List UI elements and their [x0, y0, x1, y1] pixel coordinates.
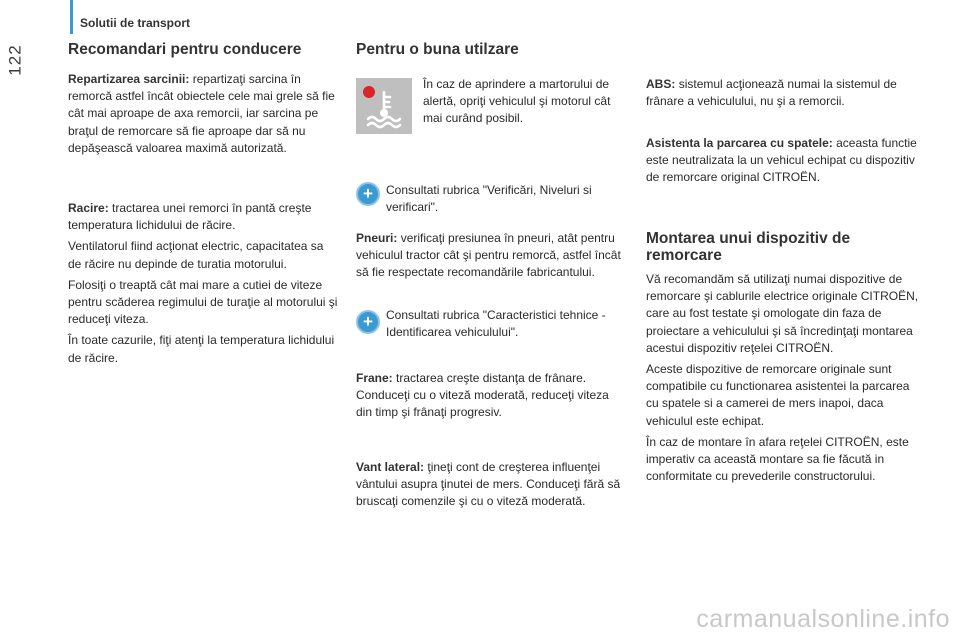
load-distribution-block — [68, 71, 340, 157]
page-number — [0, 40, 32, 80]
parking-assist-block — [646, 135, 922, 187]
cooling-temperature-paragraph: În toate cazurile, fiţi atenţi la temperatura lichidului de răcire. — [68, 333, 335, 365]
cooling-gear-paragraph: Folosiţi o treaptă cât mai mare a cutiei de viteze pentru scăderea regimului de turaţie al motorului şi reduceţi viteza. — [68, 277, 338, 327]
tyres-text: verificaţi presiunea în pneuri, atât pentru vehiculul tractor cât şi pentru remorcă, astfel încât să fie respectate recomandările fabricantului. — [356, 231, 621, 280]
cooling-fan-paragraph: Ventilatorul fiind acţionat electric, capacitatea sa de răcire nu depinde de turatia motorului. — [68, 239, 324, 271]
towbar-paragraph-2: Aceste dispozitive de remorcare originale sunt compatibile cu functionarea asistentei la parcarea cu spatele si a camerei de mers inapoi, daca vehiculul este echipat. — [646, 362, 910, 428]
brakes-block — [356, 370, 628, 422]
plus-info-icon: + — [356, 182, 380, 206]
warning-light-text: În caz de aprindere a martorului de alertă, opriţi vehiculul şi motorul cât mai curând posibil. — [423, 77, 611, 126]
parking-assist-text: aceasta functie este neutralizata la un vehicul echipat cu dispozitiv de remorcare original CITROËN. — [646, 136, 917, 185]
side-wind-block — [356, 459, 628, 511]
brakes-label: Frane: — [356, 371, 393, 385]
cooling-label: Racire: — [68, 201, 109, 215]
towbar-mounting-block — [646, 271, 922, 485]
abs-label: ABS: — [646, 77, 676, 91]
watermark: carmanualsonline.info — [696, 605, 950, 633]
cooling-block — [68, 200, 340, 367]
towbar-mounting-heading: Montarea unui dispozitiv de remorcare — [646, 230, 851, 264]
page-number-text: 122 — [6, 44, 25, 76]
abs-block — [646, 76, 922, 110]
info-note-technical: Consultati rubrica "Caracteristici tehnice - Identificarea vehiculului". — [386, 308, 606, 340]
section-title: Solutii de transport — [80, 16, 191, 30]
info-note-checks: Consultati rubrica "Verificări, Niveluri si verificari". — [386, 183, 592, 215]
brakes-text: tractarea creşte distanţa de frânare. Conduceţi cu o viteză moderată, reduceţi viteza din timp şi frânaţi progresiv. — [356, 371, 609, 420]
parking-assist-label: Asistenta la parcarea cu spatele: — [646, 136, 833, 150]
load-distribution-label: Repartizarea sarcinii: — [68, 72, 190, 86]
plus-info-icon: + — [356, 310, 380, 334]
coolant-temperature-warning-icon — [356, 78, 412, 134]
driving-recommendations-heading: Recomandari pentru conducere — [68, 41, 302, 58]
load-distribution-text: repartizaţi sarcina în remorcă astfel încât obiectele cele mai grele să fie cât mai aproape de axa remorcii, iar sarcina pe braţul de remorcare să fie aproape dar să nu depăşească valoarea maximă autorizată. — [68, 72, 335, 155]
tyres-label: Pneuri: — [356, 231, 398, 245]
section-accent-bar — [70, 0, 73, 34]
side-wind-label: Vant lateral: — [356, 460, 425, 474]
abs-text: sistemul acţionează numai la sistemul de frânare a vehiculului, nu şi a remorcii. — [646, 77, 897, 109]
side-wind-text: ţineţi cont de creşterea influenţei vântului asupra ţinutei de mers. Conduceţi fără să bruscaţi comenzile şi cu o viteză moderată. — [356, 460, 621, 509]
cooling-text: tractarea unei remorci în pantă creşte temperatura lichidului de răcire. — [68, 201, 312, 233]
towbar-paragraph-1: Vă recomandăm să utilizaţi numai dispozitive de remorcare şi cablurile electrice originale CITROËN, care au fost testate şi omologate din faza de proiectare a vehiculului şi să încredinţaţi montarea acestui dispozitiv reţelei CITROËN. — [646, 272, 919, 355]
towbar-paragraph-3: În caz de montare în afara reţelei CITROËN, este imperativ ca această montare sa fie făcută in conformitate cu prevederile constructorului. — [646, 434, 909, 484]
proper-use-heading: Pentru o buna utilzare — [356, 41, 519, 58]
tyres-block — [356, 230, 628, 282]
